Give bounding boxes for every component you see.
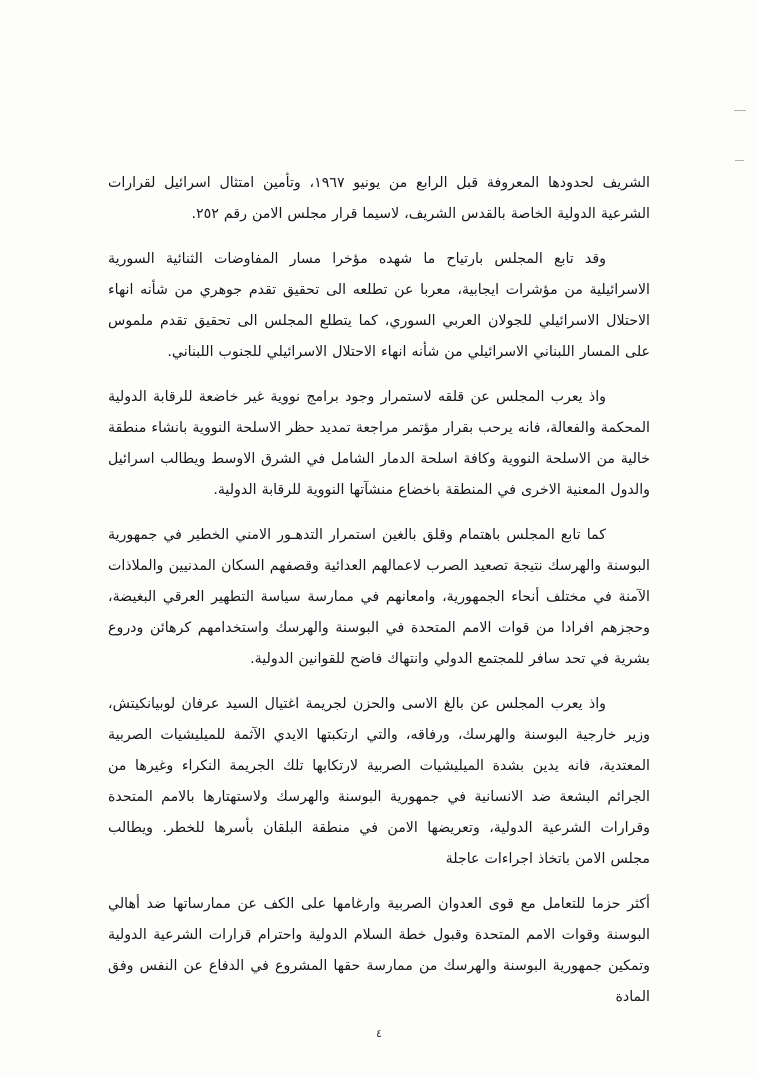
paragraph-3: واذ يعرب المجلس عن قلقه لاستمرار وجود برامج نووية غير خاضعة للرقابة الدولية المحكمة والفعالة، فانه يرحب بقرار مؤتمر مراجعة تمديد حظر الاسلحة النووية بانشاء منطقة خالية من الاسلحة النووية وكافة اسلحة الدمار الشامل في الشرق الاوسط ويطالب اسرائيل والدول المعنية الاخرى في المنطقة باخضاع منشآتها النووية للرقابة الدولية. xyxy=(108,389,650,498)
paragraph-4: كما تابع المجلس باهتمام وقلق بالغين استمرار التدهـور الامني الخطير في جمهورية البوسنة والهرسك نتيجة تصعيد الصرب لاعمالهم العدائية وقصفهم السكان المدنيين والملاذات الآمنة في مختلف أنحاء الجمهورية، وامعانهم في ممارسة سياسة التطهير العرقي البغيضة، وحجزهم افرادا من قوات الامم المتحدة في البوسنة والهرسك واستخدامهم كرهائن ودروع بشرية في تحد سافر للمجتمع الدولي وانتهاك فاضح للقوانين الدولية. xyxy=(108,527,650,667)
paragraph-1: الشريف لحدودها المعروفة قبل الرابع من يونيو ١٩٦٧، وتأمين امتثال اسرائيل لقرارات الشرعية الدولية الخاصة بالقدس الشريف، لاسيما قرار مجلس الامن رقم ٢٥٢. xyxy=(108,175,650,222)
document-body xyxy=(108,168,650,1013)
paragraph-5: واذ يعرب المجلس عن بالغ الاسى والحزن لجريمة اغتيال السيد عرفان لوبيانكيتش، وزير خارجية البوسنة والهرسك، ورفاقه، والتي ارتكبتها الايدي الآثمة للميليشيات الصربية المعتدية، فانه يدين بشدة الميليشيات الصربية لارتكابها تلك الجريمة النكراء وغيرها من الجرائم البشعة ضد الانسانية في جمهورية البوسنة والهرسك ولاستهتارها بالامم المتحدة وقرارات الشرعية الدولية، وتعريضها الامن في منطقة البلقان بأسرها للخطر. ويطالب مجلس الامن باتخاذ اجراءات عاجلة xyxy=(108,696,650,867)
scan-edge-mark-second xyxy=(735,160,744,161)
paragraph-2: وقد تابع المجلس بارتياح ما شهده مؤخرا مسار المفاوضات الثنائية السورية الاسرائيلية من مؤشرات ايجابية، معربا عن تطلعه الى تحقيق تقدم جوهري من شأنه انهاء الاحتلال الاسرائيلي للجولان العربي السوري، كما يتطلع المجلس الى تحقيق تقدم ملموس على المسار اللبناني الاسرائيلي من شأنه انهاء الاحتلال الاسرائيلي للجنوب اللبناني. xyxy=(108,251,650,360)
scan-edge-mark-top xyxy=(734,110,746,111)
page-number: ٤ xyxy=(376,1027,382,1040)
paragraph-6: أكثر حزما للتعامل مع قوى العدوان الصربية وارغامها على الكف عن ممارساتها ضد أهالي البوسنة وقوات الامم المتحدة وقبول خطة السلام الدولية واحترام قرارات الشرعية الدولية وتمكين جمهورية البوسنة والهرسك من ممارسة حقها المشروع في الدفاع عن النفس وفق المادة xyxy=(108,896,650,1005)
